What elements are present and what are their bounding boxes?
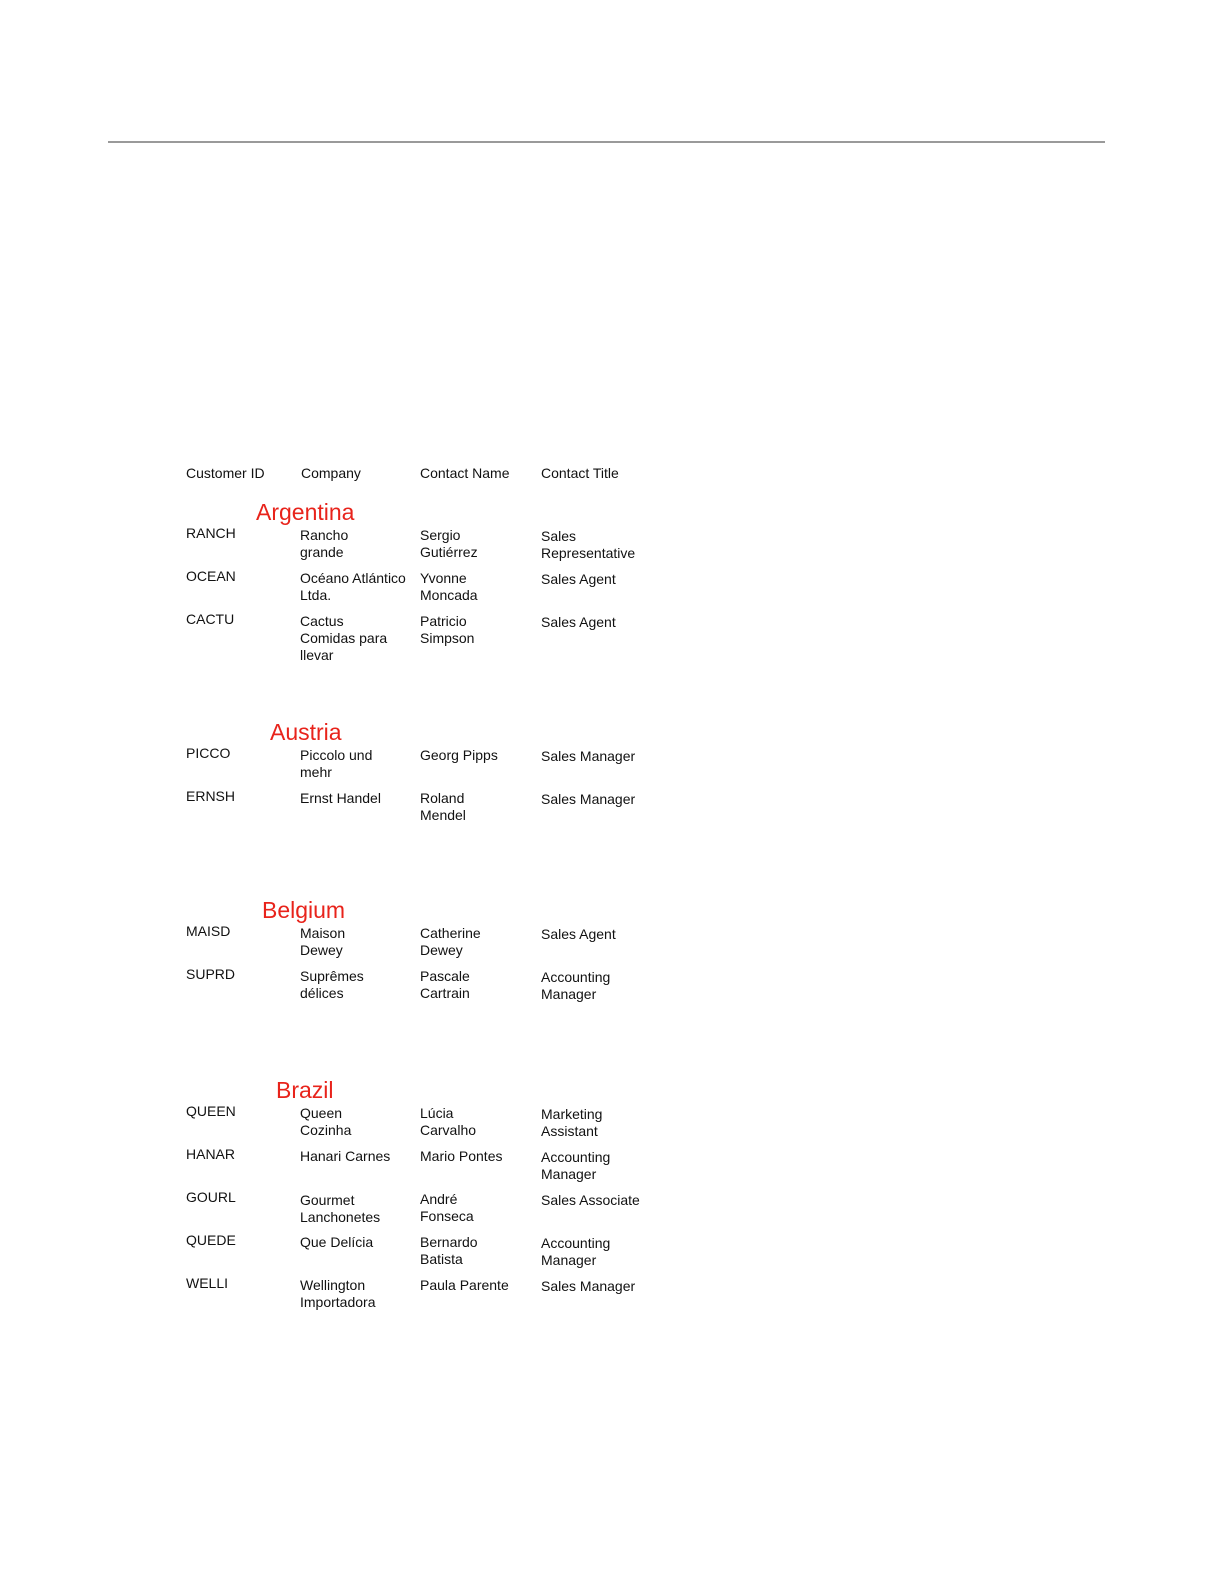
table-row: [186, 527, 706, 570]
customer-id: OCEAN: [186, 568, 236, 584]
company-name: Que Delícia: [300, 1234, 374, 1250]
header-contact-title: Contact Title: [541, 465, 619, 481]
contact-name: Roland Mendel: [420, 790, 466, 823]
table-row: [186, 747, 706, 790]
company-name: Océano Atlántico Ltda.: [300, 570, 406, 603]
contact-title: Accounting Manager: [541, 1235, 611, 1268]
customer-id: PICCO: [186, 745, 231, 761]
contact-title: Accounting Manager: [541, 969, 611, 1002]
contact-name: Patricio Simpson: [420, 613, 475, 646]
contact-title: Sales Representative: [541, 528, 636, 561]
table-row: [186, 1234, 706, 1277]
country-group-austria: [186, 717, 706, 833]
table-row: [186, 925, 706, 968]
company-name: Ernst Handel: [300, 790, 381, 806]
country-heading: Belgium: [262, 897, 346, 923]
company-name: Queen Cozinha: [300, 1105, 352, 1138]
country-heading: Austria: [270, 719, 342, 745]
contact-name: Georg Pipps: [420, 747, 498, 763]
customer-id: ERNSH: [186, 788, 236, 804]
contact-name: Mario Pontes: [420, 1148, 503, 1164]
table-row: [186, 1105, 706, 1148]
company-name: Piccolo und mehr: [300, 747, 373, 780]
customer-id: RANCH: [186, 525, 236, 541]
table-row: [186, 1148, 706, 1191]
contact-name: Sergio Gutiérrez: [420, 527, 478, 560]
contact-title: Sales Agent: [541, 614, 616, 630]
contact-name: Paula Parente: [420, 1277, 509, 1293]
contact-title: Marketing Assistant: [541, 1106, 603, 1139]
country-group-brazil: [186, 1075, 706, 1320]
company-name: Suprêmes délices: [300, 968, 364, 1001]
header-contact-name: Contact Name: [420, 465, 510, 481]
contact-title: Sales Associate: [541, 1192, 640, 1208]
table-row: [186, 968, 706, 1011]
company-name: Rancho grande: [300, 527, 349, 560]
contact-name: Yvonne Moncada: [420, 570, 478, 603]
company-name: Maison Dewey: [300, 925, 346, 958]
customer-id: QUEDE: [186, 1232, 236, 1248]
company-name: Hanari Carnes: [300, 1148, 391, 1164]
customer-id: GOURL: [186, 1189, 236, 1205]
column-headers: [186, 465, 706, 497]
customer-id: SUPRD: [186, 966, 236, 982]
contact-name: Pascale Cartrain: [420, 968, 470, 1001]
table-row: [186, 1191, 706, 1234]
company-name: Gourmet Lanchonetes: [300, 1192, 381, 1225]
table-row: [186, 570, 706, 613]
contact-title: Sales Manager: [541, 791, 636, 807]
contact-title: Sales Manager: [541, 748, 636, 764]
company-name: Wellington Importadora: [300, 1277, 376, 1310]
country-group-argentina: [186, 497, 706, 673]
header-customer-id: Customer ID: [186, 465, 265, 481]
country-heading: Brazil: [276, 1077, 334, 1103]
table-row: [186, 1277, 706, 1320]
header-rule: [108, 141, 1105, 143]
header-company: Company: [301, 465, 361, 481]
contact-name: Catherine Dewey: [420, 925, 481, 958]
contact-name: Lúcia Carvalho: [420, 1105, 477, 1138]
country-group-belgium: [186, 895, 706, 1011]
customer-id: QUEEN: [186, 1103, 236, 1119]
contact-title: Sales Manager: [541, 1278, 636, 1294]
customer-report: [186, 465, 706, 1320]
contact-title: Sales Agent: [541, 926, 616, 942]
table-row: [186, 790, 706, 833]
contact-name: Bernardo Batista: [420, 1234, 478, 1267]
company-name: Cactus Comidas para llevar: [300, 613, 388, 663]
contact-title: Accounting Manager: [541, 1149, 611, 1182]
customer-id: HANAR: [186, 1146, 236, 1162]
contact-title: Sales Agent: [541, 571, 616, 587]
customer-id: CACTU: [186, 611, 235, 627]
contact-name: André Fonseca: [420, 1191, 474, 1224]
country-heading: Argentina: [256, 499, 355, 525]
customer-id: WELLI: [186, 1275, 229, 1291]
table-row: [186, 613, 706, 673]
customer-id: MAISD: [186, 923, 231, 939]
